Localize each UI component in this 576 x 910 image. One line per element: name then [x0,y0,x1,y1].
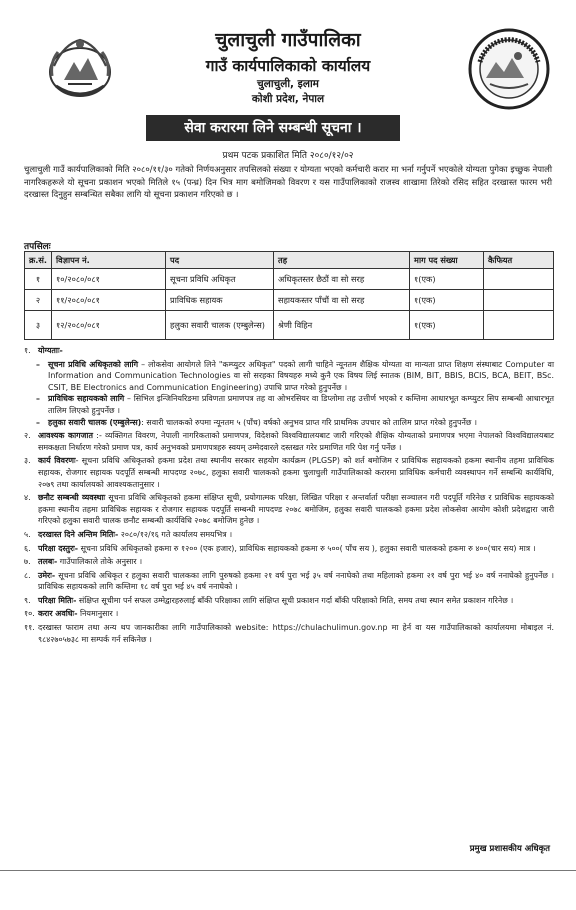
cell-count: १(एक) [410,311,484,340]
section-number: ३. [24,456,31,466]
section-title: परिक्षा मितिः- [38,595,77,605]
qualification-text: : सवारी चालकको रुपमा न्यूनतम ५ (पाँच) वर्षको अनुभव प्राप्त गरि प्राथमिक उपचार को तालिम प्राप्त गरेको हुनुपर्नेछ । [141,417,477,427]
bullet-dash: – [36,417,40,427]
col-header-remarks: कैफियत [484,252,554,269]
qualification-driver [36,417,554,429]
section-number: २. [24,431,31,441]
section-title: उमेरः- [38,570,56,580]
section-text: :- व्यक्तिगत विवरण, नेपाली नागरिकताको प्रमाणपत्र, विदेशको विश्वविद्यालयबाट जारी गरिएको शैक्षिक योग्यताको प्रमाणपत्र भएमा नेपालको विश्वविद्यालयबाट समकक्षता निर्धारण गरेको प्रमाण पत्र, कार्य अनुभवको प्रमाणपत्रहरु स्वयम् उम्मेदवारले दस्तखत गरेर प्रमाणित गरि पेश गर्नु पर्नेछ । [38,431,554,452]
section-text: नियमानुसार । [77,609,119,619]
section-title: आवश्यक कागजात [38,431,93,441]
section-number: ५. [24,529,31,539]
qualification-title: प्राविधिक सहायकको लागि [48,394,125,404]
notice-body [24,345,554,647]
section-job-description [24,455,554,490]
section-text: सूचना प्रविधि अधिकृत र हलुका सवारी चालकका लागि पुरुषको हकमा २१ वर्ष पुरा भई ३५ वर्ष ननाघेको तथा महिलाको हकमा २१ वर्ष पुरा भई ४० वर्ष ननाघेको हुनुपर्नेछ । प्राविधिक सहायकको लागि कम्तिमा १८ वर्ष पुरा भई ४५ वर्ष ननाघेको । [38,570,554,592]
cell-sn: २ [25,290,52,311]
table-row [25,269,554,290]
table-header-row [25,252,554,269]
signature-title: प्रमुख प्रशासकीय अधिकृत [469,844,550,854]
section-qualification [24,345,554,357]
section-number: ७. [24,557,31,567]
qualification-text: – लोकसेवा आयोगले लिने "कम्प्युटर अधिकृत" पदको लागी चाहिने न्यूनतम शैक्षिक योग्यता वा मान्यता प्राप्त शिक्षण संस्थाबाट Computer वा Information and Communication Technologies वा सो सरहका विषयहरु मध्ये कुनै एक विषय लिई स्नातक (BIM, BIT, BBIS, BCIS, BCA, BEIT, BSc. CSIT, BE Electronics and Communication Engineering) उपाधि प्राप्त गरेको हुनुपर्नेछ । [48,359,554,392]
section-deadline [24,529,554,541]
section-text: २०८०/१२/१६ गते कार्यालय समयभित्र । [118,529,233,539]
section-number: १०. [24,609,35,619]
cell-post: हलुका सवारी चालक (एम्बुलेन्स) [166,311,274,340]
cell-ad-no: ११/२०८०/०८१ [52,290,166,311]
positions-table [24,251,554,340]
section-salary [24,556,554,568]
qualification-title: हलुका सवारी चालक (एम्बुलेन्स) [48,417,142,427]
section-text: सूचना प्रविधि अधिकृतको हकमा रु १२०० (एक हजार), प्राविधिक सहायकको हकमा रु ५००( पाँच सय ), हलुका सवारी चालकको हकमा रु ४००(चार सय) मात्र । [78,543,536,553]
table-row [25,311,554,340]
address-line-1: चुलाचुली, इलाम [257,78,319,90]
bullet-dash: – [36,394,40,404]
cell-post: प्राविधिक सहायक [166,290,274,311]
cell-level: श्रेणी विहिन [274,311,410,340]
section-text: संक्षिप्त सूचीमा पर्न सफल उम्मेद्वारहरुलाई बाँकी परिक्षाका लागि संक्षिप्त सूची प्रकाशन गर्दा बाँकी परिक्षाको मिति, समय तथा स्थान समेत प्रकाशन गरिनेछ । [76,595,514,605]
cell-remarks [484,311,554,340]
section-contact [24,622,554,645]
col-header-ad-no: विज्ञापन नं. [52,252,166,269]
cell-level: अधिकृतस्तर छैठौं वा सो सरह [274,269,410,290]
section-exam-date [24,595,554,607]
section-number: ९. [24,595,31,605]
cell-sn: ३ [25,311,52,340]
qualification-title: सूचना प्रविधि अधिकृतको लागि [48,359,139,369]
section-age [24,570,554,593]
cell-ad-no: १२/२०८०/०८१ [52,311,166,340]
cell-sn: १ [25,269,52,290]
notice-title: सेवा करारमा लिने सम्बन्धी सूचना । [146,115,400,141]
section-text: गाउँपालिकाले तोके अनुसार । [57,557,143,567]
col-header-sn: क्र.सं. [25,252,52,269]
section-contract-period [24,608,554,620]
address-line-2: कोशी प्रदेश, नेपाल [251,93,325,105]
section-title: करार अवधिः- [38,609,78,619]
intro-paragraph: चुलाचुली गाउँ कार्यपालिकाको मिति २०८०/११/३० गतेको निर्णयअनुसार तपसिलको संख्या र योग्यता भएको कर्मचारी करार मा भर्ना गर्नुपर्ने भएकोले योग्यता पुगेका इच्छुक नेपाली नागरिकहरूले यो सूचना प्रकाशन भएको मितिले १५ (पन्ध्र) दिन भित्र माग बमोजिमको विवरण र यस गाउँपालिकाको राजस्व शाखामा तिरेको रसिद सहित दरखास्त फारम भरी दरखास्त दिनुहुन सम्बन्धित सबैका लागि यो सूचना प्रकाशन गरिएको छ । [24,164,552,200]
cell-count: १(एक) [410,269,484,290]
cell-ad-no: १०/२०८०/०८१ [52,269,166,290]
qualification-it-officer [36,359,554,394]
section-title: कार्य विवरणः [38,456,76,466]
col-header-level: तह [274,252,410,269]
cell-remarks [484,269,554,290]
section-text: - सूचना प्रविधि अधिकृतको हकमा प्रदेश तथा स्थानीय सरकार सहयोग कार्यक्रम (PLGSP) को शर्त बमोजिम र प्राविधिक सहायकको हकमा स्थानीय तहमा प्राविधिक सहायक, रोजगार सहायक पदपूर्ति सम्बन्धी मापदण्ड २०७८, हलुका सवारी चालकको हकमा चुलाचुली गाउँपालिकाको करारमा प्राविधिक कर्मचारी व्यवस्थापन गर्ने सम्बन्धि कार्यविधि, २०७९ तथा कार्यालयको आवश्यकतानुसार । [38,456,554,489]
cell-remarks [484,290,554,311]
section-number: ४. [24,493,31,503]
section-number: १. [24,346,31,355]
cell-count: १(एक) [410,290,484,311]
section-title: छनौट सम्बन्धी व्यवस्थाः [38,493,106,503]
cell-post: सूचना प्रविधि अधिकृत [166,269,274,290]
table-row [25,290,554,311]
section-title: योग्यताः- [38,346,63,355]
publish-date: प्रथम पटक प्रकाशित मिति २०८०/१२/०२ [222,151,354,161]
office-subtitle: गाउँ कार्यपालिकाको कार्यालय [205,57,371,75]
table-label: तपसिलः [24,242,51,252]
bullet-dash: – [36,359,40,369]
section-number: ८. [24,570,31,580]
section-text: सूचना प्रविधि अधिकृतको हकमा संक्षिप्त सूची, प्रयोगात्मक परिक्षा, लिखित परिक्षा र अन्तर्वार्ता परीक्षा सञ्चालन गरी पदपूर्ति गरिनेछ र प्राविधिक सहायकको हकमा स्थानीय तहमा प्राविधिक सहायक र रोजगार सहायक पदपूर्ति सम्बन्धी मापदण्ड २०७८ बमोजिम, हलुका सवारी चालकको हकमा प्रदेश लोकसेवा आयोग कोशी प्रदेशद्वारा जारी गरिएको हलुका सवारी चालक छनौट सम्बन्धी कार्यविधि २०७८ बमोजिम हुनेछ । [38,493,554,526]
section-exam-fee [24,543,554,555]
section-documents [24,430,554,453]
office-name: चुलाचुली गाउँपालिका [215,29,361,51]
cell-level: सहायकस्तर पाँचौं वा सो सरह [274,290,410,311]
col-header-count: माग पद संख्या [410,252,484,269]
section-title: तलबः- [38,557,58,567]
section-title: परिक्षा दस्तुरः- [38,543,79,553]
section-text: दरखास्त फाराम तथा अन्य थप जानकारीका लागि गाउँपालिकाको website: https://chulachulimun.gov.np मा हेर्न वा यस गाउँपालिकाको कार्यालयमा मोबाइल नं. ९८४२७०५७३८ मा सम्पर्क गर्न सकिनेछ । [38,623,554,644]
qualification-text: – सिभिल इन्जिनियरिङमा प्रविणता प्रमाणपत्र तह वा ओभरसियर वा डिप्लोमा तह उत्तीर्ण भएको र कम्तिमा आधारभूत कम्प्युटर सिप सम्बन्धी आधारभूत तालिम लिएको हुनुपर्नेछ । [48,394,554,415]
section-title: दरखास्त दिने अन्तिम मितिः- [38,529,119,539]
qualification-technical-assistant [36,393,554,416]
bottom-divider [0,870,576,871]
col-header-post: पद [166,252,274,269]
section-number: ११. [24,623,35,633]
section-selection [24,492,554,527]
section-number: ६. [24,543,31,553]
